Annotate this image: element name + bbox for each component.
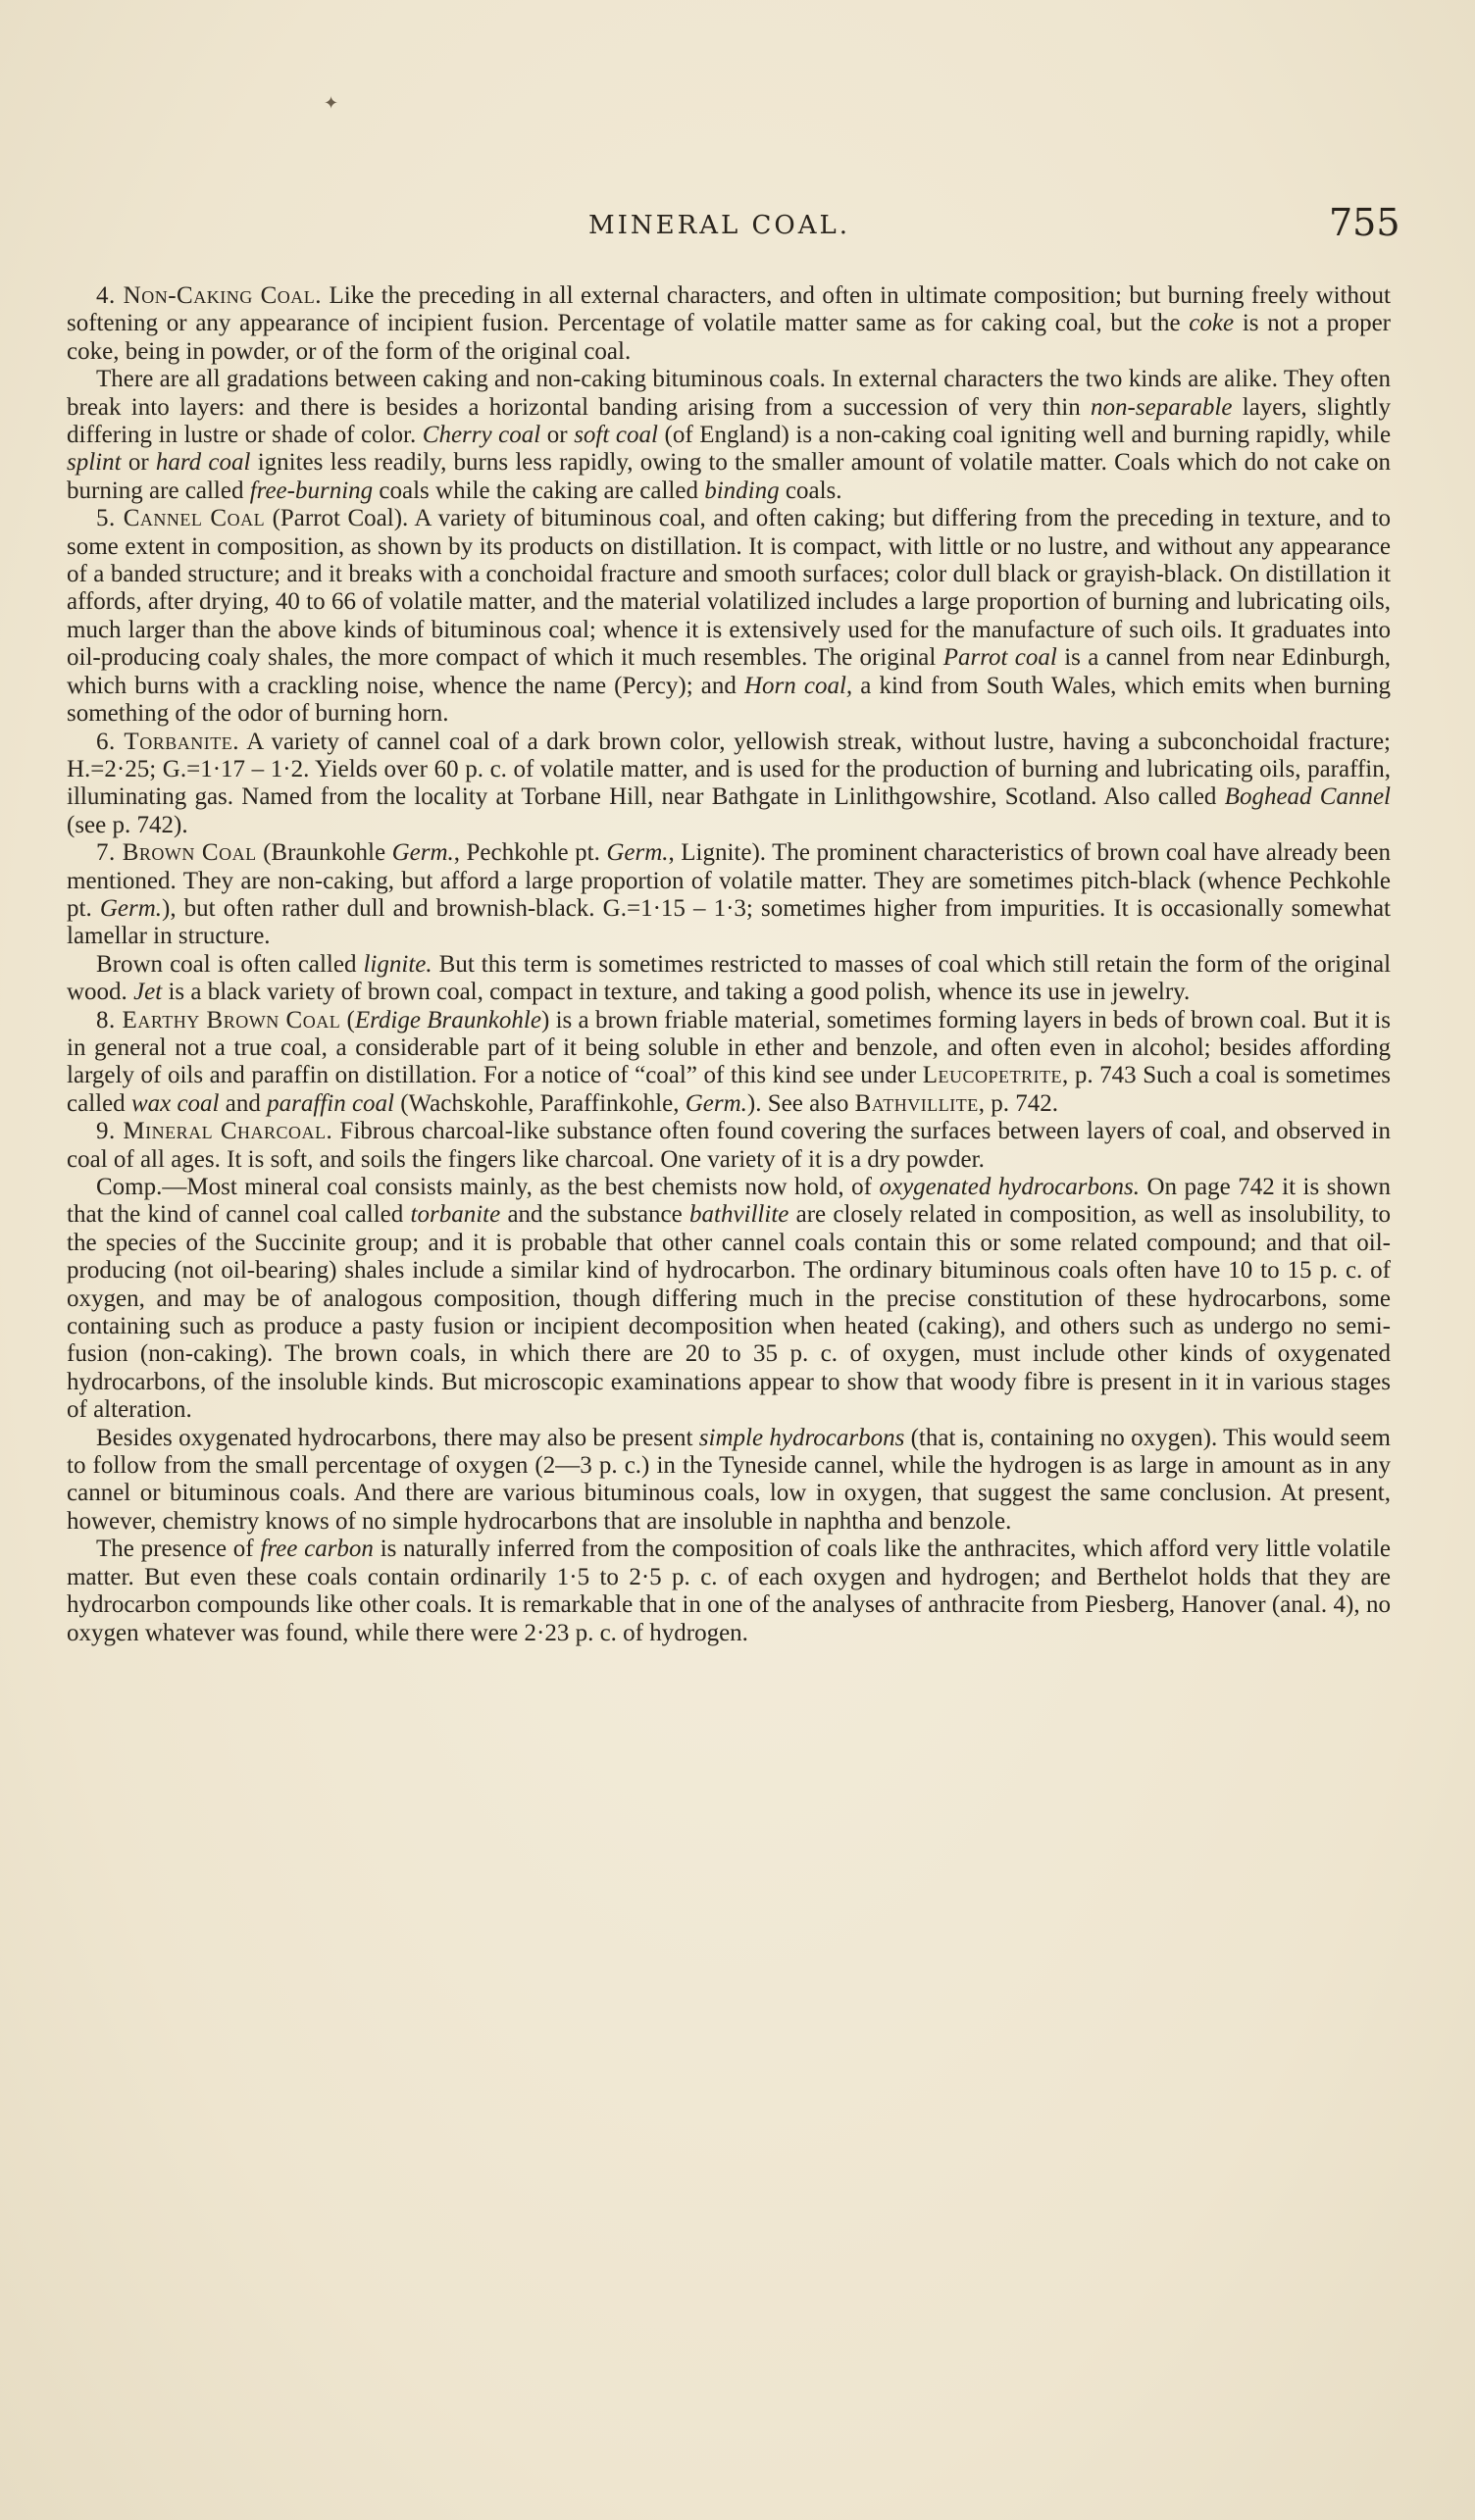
section-heading: Comp. (96, 1174, 163, 1200)
paragraph-simple-hydrocarbons: Besides oxygenated hydrocarbons, there may also be present simple hydrocarbons (that is, containing no oxygen). This would seem to follow from the small percentage of oxygen (2—3 p. c.) in the Tyneside cannel, while the hydrogen is as large in amount as in any cannel or bituminous coals. And there are various bituminous coals, low in oxygen, that suggest the same conclusion. At present, however, chemistry knows of no simple hydrocarbons that are insoluble in naphtha and benzole. (67, 1424, 1391, 1535)
running-head (0, 201, 1475, 250)
paragraph-non-caking-coal: 4. Non-Caking Coal. Like the preceding in all external characters, and often in ultimate composition; but burning freely without softening or any appearance of incipient fusion. Percentage of volatile matter same as for caking coal, but the coke is not a proper coke, being in powder, or of the form of the original coal. (67, 282, 1391, 365)
paragraph-mineral-charcoal: 9. Mineral Charcoal. Fibrous charcoal-like substance often found covering the surfaces between layers of coal, and observed in coal of all ages. It is soft, and soils the fingers like charcoal. One variety of it is a dry powder. (67, 1118, 1391, 1173)
paragraph-brown-coal: 7. Brown Coal (Braunkohle Germ., Pechkohle pt. Germ., Lignite). The prominent characteristics of brown coal have already been mentioned. They are non-caking, but afford a large proportion of volatile matter. They are sometimes pitch-black (whence Pechkohle pt. Germ.), but often rather dull and brownish-black. G.=1·15 – 1·3; sometimes higher from impurities. It is occasionally somewhat lamellar in structure. (67, 839, 1391, 950)
section-heading: 5. Cannel Coal (96, 505, 266, 532)
paragraph-earthy-brown-coal: 8. Earthy Brown Coal (Erdige Braunkohle) is a brown friable material, sometimes forming layers in beds of brown coal. But it is in general not a true coal, a considerable part of it being soluble in ether and benzole, and often even in alcohol; besides affording largely of oils and paraffin on distillation. For a notice of “coal” of this kind see under Leucopetrite, p. 743 Such a coal is sometimes called wax coal and paraffin coal (Wachskohle, Paraffinkohle, Germ.). See also Bathvillite, p. 742. (67, 1006, 1392, 1117)
section-heading: 4. Non-Caking Coal. (96, 282, 323, 309)
body-text (67, 282, 1391, 1647)
paragraph-torbanite: 6. Torbanite. A variety of cannel coal of a dark brown color, yellowish streak, without lustre, having a subconchoidal fracture; H.=2·25; G.=1·17 – 1·2. Yields over 60 p. c. of volatile matter, and is used for the production of burning and lubricating oils, paraffin, illuminating gas. Named from the locality at Torbane Hill, near Bathgate in Linlithgowshire, Scotland. Also called Boghead Cannel (see p. 742). (67, 728, 1392, 838)
term-coke: coke (1189, 310, 1235, 337)
section-heading: 9. Mineral Charcoal. (96, 1118, 333, 1145)
paragraph-lignite: Brown coal is often called lignite. But this term is sometimes restricted to masses of coal which still retain the form of the original wood. Jet is a black variety of brown coal, compact in texture, and taking a good polish, whence its use in jewelry. (67, 950, 1392, 1006)
paragraph-cannel-coal: 5. Cannel Coal (Parrot Coal). A variety of bituminous coal, and often caking; but differing from the preceding in texture, and to some extent in composition, as shown by its products on distillation. It is compact, with little or no lustre, and without any appearance of a banded structure; and it breaks with a conchoidal fracture and smooth surfaces; color dull black or grayish-black. On distillation it affords, after drying, 40 to 66 of volatile matter, and the material volatilized includes a large proportion of burning and lubricating oils, much larger than the above kinds of bituminous coal; whence it is extensively used for the manufacture of such oils. It graduates into oil-producing coaly shales, the more compact of which it much resembles. The original Parrot coal is a cannel from near Edinburgh, which burns with a crackling noise, whence the name (Percy); and Horn coal, a kind from South Wales, which emits when burning something of the odor of burning horn. (67, 505, 1392, 728)
paragraph-composition: Comp.—Most mineral coal consists mainly, as the best chemists now hold, of oxygenated hydrocarbons. On page 742 it is shown that the kind of cannel coal called torbanite and the substance bathvillite are closely related in composition, as well as insolubility, to the species of the Succinite group; and it is probable that other cannel coals contain this or some related compound; and that oil-producing (not oil-bearing) shales include a similar kind of hydrocarbon. The ordinary bituminous coals often have 10 to 15 p. c. of oxygen, and may be of analogous composition, though differing much in the precise constitution of these hydrocarbons, some containing such as produce a pasty fusion or incipient decomposition when heated (caking), and others such as undergo no semi-fusion (non-caking). The brown coals, in which there are 20 to 35 p. c. of oxygen, must include other kinds of oxygenated hydrocarbons, of the insoluble kinds. But microscopic examinations appear to show that woody fibre is present in it in various stages of alteration. (67, 1174, 1392, 1424)
paragraph-free-carbon: The presence of free carbon is naturally inferred from the composition of coals like the anthracites, which afford very little volatile matter. But even these coals contain ordinarily 1·5 to 2·5 p. c. of each oxygen and hydrogen; and Berthelot holds that they are hydrocarbon compounds like other coals. It is remarkable that in one of the analyses of anthracite from Piesberg, Hanover (anal. 4), no oxygen whatever was found, while there were 2·23 p. c. of hydrogen. (67, 1536, 1392, 1646)
stray-mark: ✦ (324, 93, 339, 114)
section-heading: 6. Torbanite. (96, 728, 239, 755)
section-heading: 8. Earthy Brown Coal (96, 1006, 341, 1033)
running-title: MINERAL COAL. (588, 211, 851, 240)
page-number: 755 (1329, 201, 1400, 244)
section-heading: 7. Brown Coal (96, 839, 257, 867)
paragraph-gradations: There are all gradations between caking and non-caking bituminous coals. In external characters the two kinds are alike. They often break into layers: and there is besides a horizontal banding arising from a succession of very thin non-separable layers, slightly differing in lustre or shade of color. Cherry coal or soft coal (of England) is a non-caking coal igniting well and burning rapidly, while splint or hard coal ignites less readily, burns less rapidly, owing to the smaller amount of volatile matter. Coals which do not cake on burning are called free-burning coals while the caking are called binding coals. (67, 366, 1392, 504)
